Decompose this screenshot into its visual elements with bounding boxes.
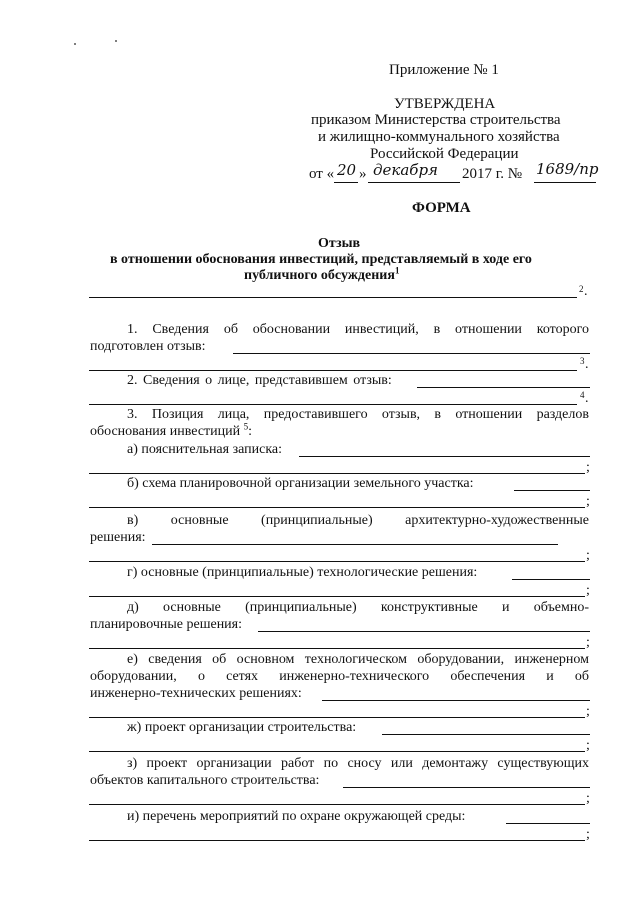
- footnote-3: 3: [580, 356, 585, 366]
- date-year: 2017 г. №: [462, 166, 523, 182]
- item-e-line-1: е) сведения об основном технологическом оборудовании, инженерном: [127, 652, 589, 667]
- title-line-3-text: публичного обсуждения: [244, 268, 395, 283]
- date-day-underline: [334, 182, 358, 183]
- item-d-line-1: д) основные (принципиальные) конструктивные и объемно-: [127, 600, 589, 615]
- section-1-period: .: [585, 357, 589, 372]
- item-i-fill-2: [89, 840, 585, 841]
- item-i-label: и) перечень мероприятий по охране окружающей среды:: [127, 809, 466, 824]
- item-b-label: б) схема планировочной организации земельного участка:: [127, 476, 474, 491]
- item-d-line-2: планировочные решения:: [90, 617, 243, 632]
- item-z-line-2: объектов капитального строительства:: [90, 773, 320, 788]
- item-e-semicolon: ;: [586, 704, 590, 719]
- item-v-semicolon: ;: [586, 548, 590, 563]
- section-1-fill-2: [89, 370, 577, 371]
- item-i-fill-1: [506, 823, 590, 824]
- section-3-line-2-text: обоснования инвестиций: [90, 424, 241, 439]
- item-d-fill-2: [89, 648, 585, 649]
- form-label: ФОРМА: [412, 200, 471, 216]
- item-g-fill-1: [512, 579, 590, 580]
- item-i-semicolon: ;: [586, 827, 590, 842]
- section-2-fill-1: [417, 387, 590, 388]
- order-number-underline: [534, 182, 596, 183]
- item-a-semicolon: ;: [586, 460, 590, 475]
- scan-speck: [74, 43, 76, 45]
- item-z-line-1: з) проект организации работ по сносу или демонтажу существующих: [127, 756, 589, 771]
- scan-speck: [115, 40, 117, 42]
- item-v-fill-1: [152, 544, 558, 545]
- item-b-semicolon: ;: [586, 494, 590, 509]
- item-a-label: а) пояснительная записка:: [127, 442, 283, 457]
- section-3-line-2: [90, 421, 253, 440]
- section-1-line-2: подготовлен отзыв:: [90, 339, 206, 354]
- item-z-fill-2: [89, 804, 585, 805]
- section-3-colon: :: [248, 424, 253, 439]
- item-b-fill-2: [89, 507, 585, 508]
- item-v-line-2: решения:: [90, 530, 146, 545]
- order-line-1: приказом Министерства строительства: [311, 112, 561, 128]
- item-v-fill-2: [89, 561, 585, 562]
- order-line-3: Российской Федерации: [370, 146, 519, 162]
- item-a-fill-1: [299, 456, 590, 457]
- item-e-fill-2: [89, 717, 585, 718]
- footnote-1: 1: [394, 265, 400, 276]
- title-line-1: Отзыв: [318, 236, 361, 251]
- item-zh-label: ж) проект организации строительства:: [127, 720, 357, 735]
- item-e-fill-1: [322, 700, 590, 701]
- section-1-fill-1: [233, 353, 590, 354]
- approved-label: УТВЕРЖДЕНА: [394, 96, 496, 112]
- item-d-fill-1: [258, 631, 590, 632]
- title-line-2: в отношении обоснования инвестиций, представляемый в ходе его: [110, 252, 532, 267]
- item-a-fill-2: [89, 473, 585, 474]
- title-period: .: [584, 284, 588, 299]
- date-month: декабря: [373, 161, 438, 179]
- section-3-line-1: 3. Позиция лица, предоставившего отзыв, в отношении разделов: [127, 407, 589, 422]
- section-1-line-1: 1. Сведения об обосновании инвестиций, в отношении которого: [127, 322, 589, 337]
- item-g-label: г) основные (принципиальные) технологические решения:: [127, 565, 478, 580]
- item-b-fill-1: [514, 490, 590, 491]
- title-line-3: [244, 265, 400, 284]
- item-e-line-3: инженерно-технических решениях:: [90, 686, 302, 701]
- date-prefix: от «: [309, 166, 335, 182]
- section-2-period: .: [585, 391, 589, 406]
- item-zh-semicolon: ;: [586, 738, 590, 753]
- item-g-fill-2: [89, 596, 585, 597]
- item-g-semicolon: ;: [586, 583, 590, 598]
- date-day: 20: [337, 161, 357, 179]
- section-2-line-1: 2. Сведения о лице, представившем отзыв:: [127, 373, 392, 388]
- item-z-semicolon: ;: [586, 791, 590, 806]
- appendix-label: Приложение № 1: [389, 62, 499, 78]
- section-2-fill-2: [89, 404, 577, 405]
- order-line-2: и жилищно-коммунального хозяйства: [318, 129, 560, 145]
- footnote-2: 2: [579, 284, 584, 294]
- title-fill-line: [89, 297, 577, 298]
- item-e-line-2: оборудовании, о сетях инженерно-технического обеспечения и об: [90, 669, 589, 684]
- item-z-fill-1: [343, 787, 590, 788]
- footnote-4: 4: [580, 390, 585, 400]
- date-month-underline: [368, 182, 460, 183]
- date-mid: »: [359, 166, 367, 182]
- item-v-line-1: в) основные (принципиальные) архитектурно-художественные: [127, 513, 589, 528]
- order-number: 1689/пр: [536, 160, 599, 178]
- item-zh-fill-2: [89, 751, 585, 752]
- footnote-5: 5: [243, 421, 249, 432]
- item-zh-fill-1: [382, 734, 590, 735]
- item-d-semicolon: ;: [586, 635, 590, 650]
